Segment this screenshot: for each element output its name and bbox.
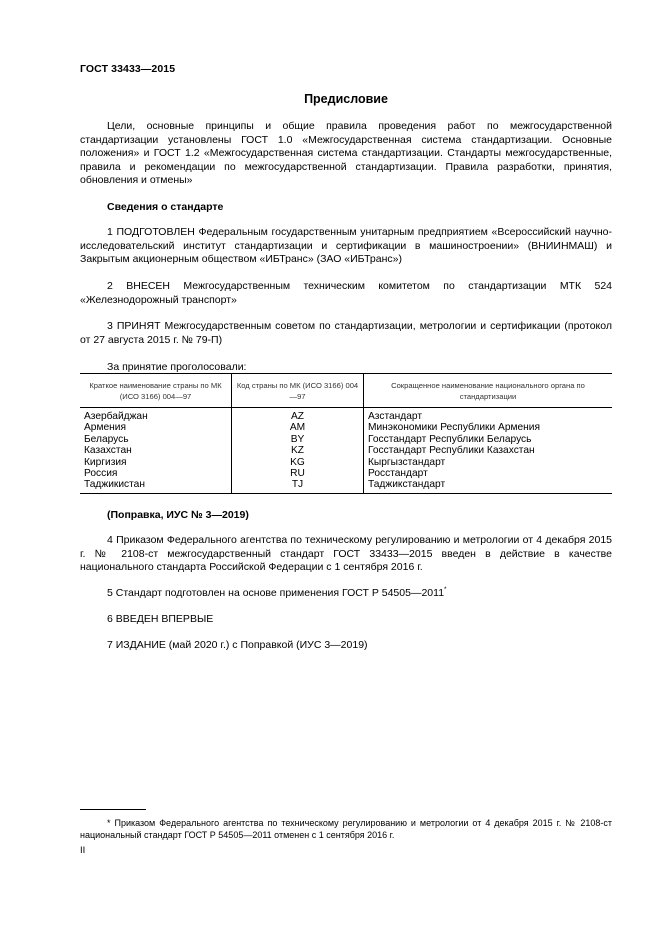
national-body: Азстандарт [364,408,613,423]
country-code: AM [232,422,364,433]
vote-table-header-row [80,374,612,408]
national-body: Госстандарт Республики Казахстан [364,445,613,456]
info-heading: Сведения о стандарте [107,201,224,213]
national-body: Госстандарт Республики Беларусь [364,434,613,445]
table-row [80,468,612,479]
item-submitted: 2 ВНЕСЕН Межгосударственным техническим комитетом по стандартизации МТК 524 «Железнодорожный транспорт» [80,280,612,306]
table-row [80,408,612,423]
national-body: Кыргызстандарт [364,457,613,468]
national-body: Таджикстандарт [364,479,613,493]
item-basis-text: 5 Стандарт подготовлен на основе применения ГОСТ Р 54505—2011 [107,587,445,599]
vote-table [80,373,612,494]
country-name: Азербайджан [84,411,148,422]
document-code-header: ГОСТ 33433—2015 [80,63,176,75]
item-adopted: 3 ПРИНЯТ Межгосударственным советом по стандартизации, метрологии и сертификации (протокол от 27 августа 2015 г. № 79-П) [80,320,612,346]
amendment-note: (Поправка, ИУС № 3—2019) [107,509,249,521]
country-code: KZ [232,445,364,456]
item-basis [80,587,612,601]
vote-label: За принятие проголосовали: [107,361,247,373]
country-code: AZ [232,408,364,423]
country-code: TJ [232,479,364,493]
national-body: Росстандарт [364,468,613,479]
country-name: Таджикистан [80,479,232,493]
footnote-mark: * [444,586,447,593]
header-country-code: Код страны по МК (ИСО 3166) 004—97 [232,374,364,408]
country-name: Киргизия [84,456,127,468]
page-number: II [80,845,86,856]
country-name: Россия [84,468,118,480]
footnote: * Приказом Федерального агентства по техническому регулированию и метрологии от 4 декабря 2015 г. № 2108-ст национальный стандарт ГОСТ Р 54505—2011 отменен с 1 сентября 2016 г. [80,818,612,840]
item-enacted: 4 Приказом Федерального агентства по техническому регулированию и метрологии от 4 декабря 2015 г. № 2108-ст межгосударственный стандарт ГОСТ 33433—2015 введен в действие в качестве национального стандарта Российской Федерации с 1 сентября 2016 г. [80,534,612,574]
footnote-separator [80,809,146,810]
country-name: Беларусь [84,433,129,445]
item-first-introduced: 6 ВВЕДЕН ВПЕРВЫЕ [107,613,214,625]
national-body: Минэкономики Республики Армения [364,422,613,433]
table-row [80,445,612,456]
item-edition: 7 ИЗДАНИЕ (май 2020 г.) с Поправкой (ИУС 3—2019) [107,639,368,651]
header-country-name: Краткое наименование страны по МК (ИСО 3166) 004—97 [80,374,232,408]
table-row [80,479,612,493]
table-row [80,457,612,468]
table-row [80,434,612,445]
header-national-body: Сокращенное наименование национального органа по стандартизации [364,374,613,408]
table-row [80,422,612,433]
country-code: BY [232,434,364,445]
country-name: Армения [84,422,126,434]
intro-paragraph: Цели, основные принципы и общие правила проведения работ по межгосударственной стандартизации установлены ГОСТ 1.0 «Межгосударственная система стандартизации. Основные положения» и ГОСТ 1.2 «Межгосударственная система стандартизации. Стандарты межгосударственные, правила и рекомендации по межгосударственной стандартизации. Правила разработки, принятия, обновления и отмены» [80,120,612,187]
section-title: Предисловие [304,92,388,106]
country-code: KG [232,457,364,468]
country-code: RU [232,468,364,479]
item-prepared: 1 ПОДГОТОВЛЕН Федеральным государственным унитарным предприятием «Всероссийский научно-исследовательский институт стандартизации и сертификации в машиностроении» (ВНИИНМАШ) и Закрытым акционерным обществом «ИБТранс» (ЗАО «ИБТранс») [80,226,612,266]
country-name: Казахстан [84,445,132,457]
